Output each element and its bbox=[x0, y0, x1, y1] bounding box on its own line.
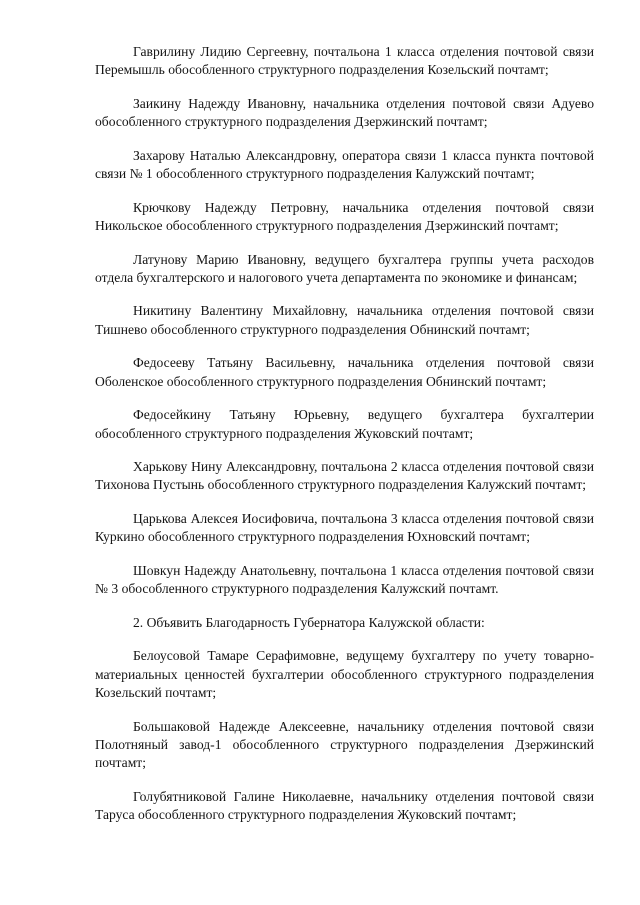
section-heading-gratitude: 2. Объявить Благодарность Губернатора Калужской области: bbox=[133, 614, 485, 630]
award-entry-fedoseeva: Федосееву Татьяну Васильевну, начальника отделения почтовой связи Оболенское обособленного структурного подразделения Обнинский почтамт; bbox=[95, 355, 594, 389]
gratitude-entry-bolshakova: Большаковой Надежде Алексеевне, начальнику отделения почтовой связи Полотняный завод-1 обособленного структурного подразделения Дзержинский почтамт; bbox=[95, 718, 594, 771]
award-entry-fedoseykina: Федосейкину Татьяну Юрьевну, ведущего бухгалтера бухгалтерии обособленного структурного подразделения Жуковский почтамт; bbox=[95, 407, 594, 441]
award-entry-tsarkov: Царькова Алексея Иосифовича, почтальона 3 класса отделения почтовой связи Куркино обособленного структурного подразделения Юхновский почтамт; bbox=[95, 511, 594, 545]
gratitude-entry-belousova: Белоусовой Тамаре Серафимовне, ведущему бухгалтеру по учету товарно-материальных ценностей бухгалтерии обособленного структурного подразделения Козельский почтамт; bbox=[95, 648, 594, 700]
award-entry-zaikina: Заикину Надежду Ивановну, начальника отделения почтовой связи Адуево обособленного структурного подразделения Дзержинский почтамт; bbox=[95, 95, 594, 130]
award-entry-shovkun: Шовкун Надежду Анатольевну, почтальона 1 класса отделения почтовой связи № 3 обособленного структурного подразделения Калужский почтамт. bbox=[95, 562, 594, 597]
award-entry-zakharova: Захарову Наталью Александровну, оператора связи 1 класса пункта почтовой связи № 1 обособленного структурного подразделения Калужский почтамт; bbox=[95, 147, 594, 182]
award-entry-kryuchkova: Крючкову Надежду Петровну, начальника отделения почтовой связи Никольское обособленного структурного подразделения Дзержинский почтамт; bbox=[95, 199, 594, 233]
gratitude-entry-golubyatnikova: Голубятниковой Галине Николаевне, начальнику отделения почтовой связи Таруса обособленного структурного подразделения Жуковский почтамт; bbox=[95, 788, 594, 823]
award-entry-nikitina: Никитину Валентину Михайловну, начальника отделения почтовой связи Тишнево обособленного структурного подразделения Обнинский почтамт; bbox=[95, 303, 594, 337]
award-entry-gavrilina: Гаврилину Лидию Сергеевну, почтальона 1 класса отделения почтовой связи Перемышль обособленного структурного подразделения Козельский почтамт; bbox=[95, 44, 594, 78]
award-entry-kharkova: Харькову Нину Александровну, почтальона 2 класса отделения почтовой связи Тихонова Пустынь обособленного структурного подразделения Калужский почтамт; bbox=[95, 459, 594, 493]
award-entry-latunova: Латунову Марию Ивановну, ведущего бухгалтера группы учета расходов отдела бухгалтерского и налогового учета департамента по экономике и финансам; bbox=[95, 251, 594, 285]
